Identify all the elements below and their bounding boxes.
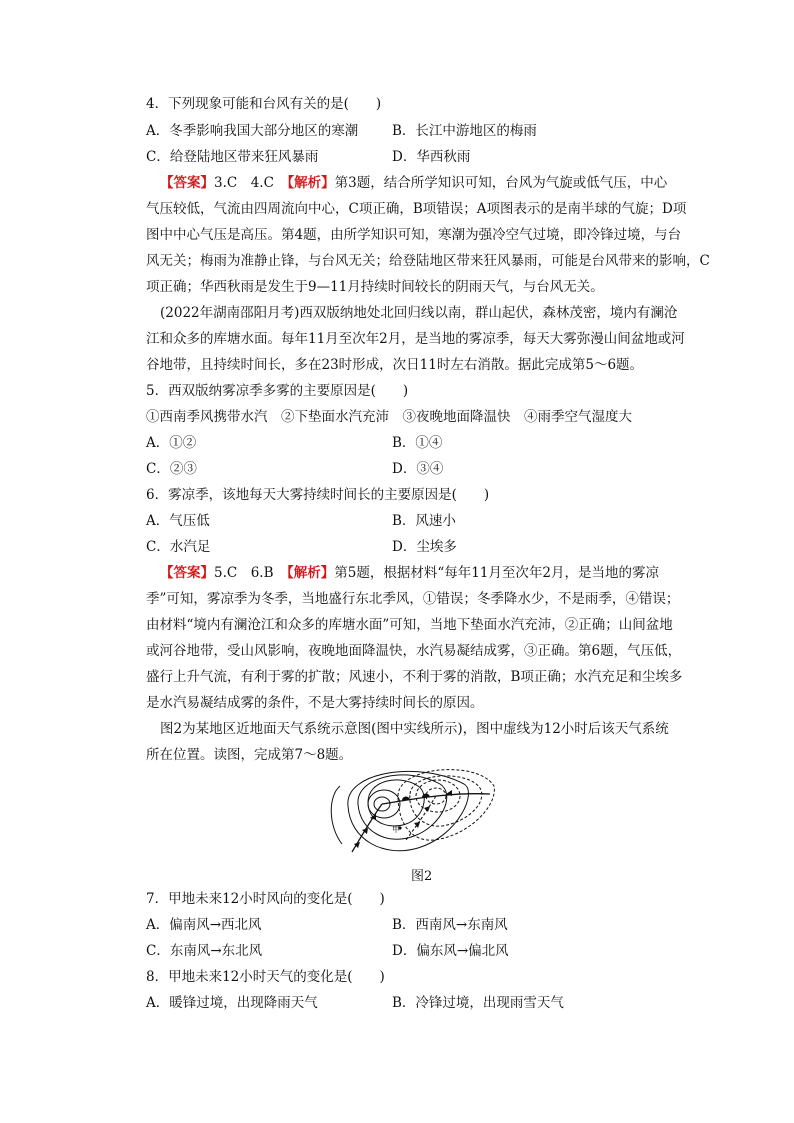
figure-caption: 图2 (411, 869, 433, 884)
question-7-option-b: B．西南风→东南风 (392, 917, 508, 933)
question-4-stem: 4．下列现象可能和台风有关的是( ) (146, 96, 382, 112)
question-5-option-c: C．②③ (146, 461, 197, 477)
analysis-text: 第5题，根据材料“每年11月至次年2月，是当地的雾凉 (334, 565, 660, 581)
question-5-option-b: B．①④ (392, 435, 443, 451)
question-4-option-a: A．冬季影响我国大部分地区的寒潮 (146, 123, 359, 139)
passage-7-8-line-2: 所在位置。读图，完成第7～8题。 (146, 747, 353, 763)
answer-5-6-line-5: 盛行上升气流，有利于雾的扩散；风速小，不利于雾的消散，B项正确；水汽充足和尘埃多 (146, 669, 683, 685)
answer-tag: 【答案】 (160, 175, 214, 191)
weather-system-diagram (318, 766, 498, 858)
analysis-text: 第3题，结合所学知识可知，台风为气旋或低气压，中心 (334, 175, 668, 191)
question-4-option-c: C．给登陆地区带来狂风暴雨 (146, 149, 319, 165)
question-5-stem: 5．西双版纳雾凉季多雾的主要原因是( ) (146, 383, 409, 399)
question-6-option-d: D．尘埃多 (392, 539, 457, 555)
question-5-option-d: D．③④ (392, 461, 444, 477)
answer-values: 5.C 6.B (214, 565, 288, 581)
question-6-stem: 6．雾凉季，该地每天大雾持续时间长的主要原因是( ) (146, 487, 490, 503)
passage-5-6-line-2: 江和众多的库塘水面。每年11月至次年2月，是当地的雾凉季，每天大雾弥漫山间盆地或河 (146, 331, 685, 347)
dashed-isobar-3 (410, 776, 482, 826)
answer-3-4-line-3: 图中中心气压是高压。第4题，由所学知识可知，寒潮为强冷空气过境，即冷锋过境，与台 (146, 227, 682, 243)
question-8-option-b: B．冷锋过境，出现雨雪天气 (392, 995, 564, 1011)
question-6-option-b: B．风速小 (392, 513, 456, 529)
answer-3-4-line-4: 风无关；梅雨为准静止锋，与台风无关；给登陆地区带来狂风暴雨，可能是台风带来的影响，C (146, 253, 710, 269)
question-6-option-c: C．水汽足 (146, 539, 211, 555)
question-4-option-d: D．华西秋雨 (392, 149, 471, 165)
question-7-option-a: A．偏南风→西北风 (146, 917, 262, 933)
answer-5-6-line-3: 由材料“境内有澜沧江和众多的库塘水面”可知，当地下垫面水汽充沛，②正确；山间盆地 (146, 617, 673, 633)
analysis-tag: 【解析】 (287, 175, 335, 191)
answer-5-6-line-1 (160, 564, 659, 582)
passage-5-6-line-3: 谷地带，且持续时间长，多在23时形成，次日11时左右消散。据此完成第5～6题。 (146, 357, 644, 373)
question-5-items: ①西南季风携带水汽 ②下垫面水汽充沛 ③夜晚地面降温快 ④雨季空气湿度大 (146, 409, 632, 425)
question-4-option-b: B．长江中游地区的梅雨 (392, 123, 537, 139)
passage-7-8-line-1: 图2为某地区近地面天气系统示意图(图中实线所示)，图中虚线为12小时后该天气系统 (160, 721, 669, 737)
question-8-stem: 8．甲地未来12小时天气的变化是( ) (146, 969, 385, 985)
answer-5-6-line-6: 是水汽易凝结成雾的条件，不是大雾持续时间长的原因。 (146, 695, 484, 711)
question-5-option-a: A．①② (146, 435, 197, 451)
isobar-outer-left (331, 786, 342, 844)
answer-3-4-line-5: 项正确；华西秋雨是发生于9—11月持续时间较长的阴雨天气，与台风无关。 (146, 279, 604, 295)
isobar-3 (368, 780, 424, 826)
question-7-stem: 7．甲地未来12小时风向的变化是( ) (146, 891, 385, 907)
answer-3-4-line-2: 气压较低，气流由四周流向中心，C项正确，B项错误；A项图表示的是南半球的气旋；D项 (146, 201, 687, 217)
answer-values: 3.C 4.C (214, 175, 288, 191)
dashed-isobar-4 (398, 770, 494, 841)
question-6-option-a: A．气压低 (146, 513, 210, 529)
answer-5-6-line-2: 季”可知，雾凉季为冬季，当地盛行东北季风，①错误；冬季降水少，不是雨季，④错误； (146, 591, 680, 607)
location-jia-label: 甲 (392, 825, 400, 834)
answer-3-4-line-1 (160, 174, 667, 192)
question-8-option-a: A．暖锋过境，出现降雨天气 (146, 995, 318, 1011)
answer-5-6-line-4: 或河谷地带，受山风影响，夜晚地面降温快，水汽易凝结成雾，③正确。第6题，气压低， (146, 643, 682, 659)
answer-tag: 【答案】 (160, 565, 214, 581)
question-7-option-c: C．东南风→东北风 (146, 943, 263, 959)
question-7-option-d: D．偏东风→偏北风 (392, 943, 509, 959)
passage-5-6-line-1: (2022年湖南邵阳月考)西双版纳地处北回归线以南，群山起伏，森林茂密，境内有澜沧 (160, 305, 678, 321)
analysis-tag: 【解析】 (287, 565, 335, 581)
